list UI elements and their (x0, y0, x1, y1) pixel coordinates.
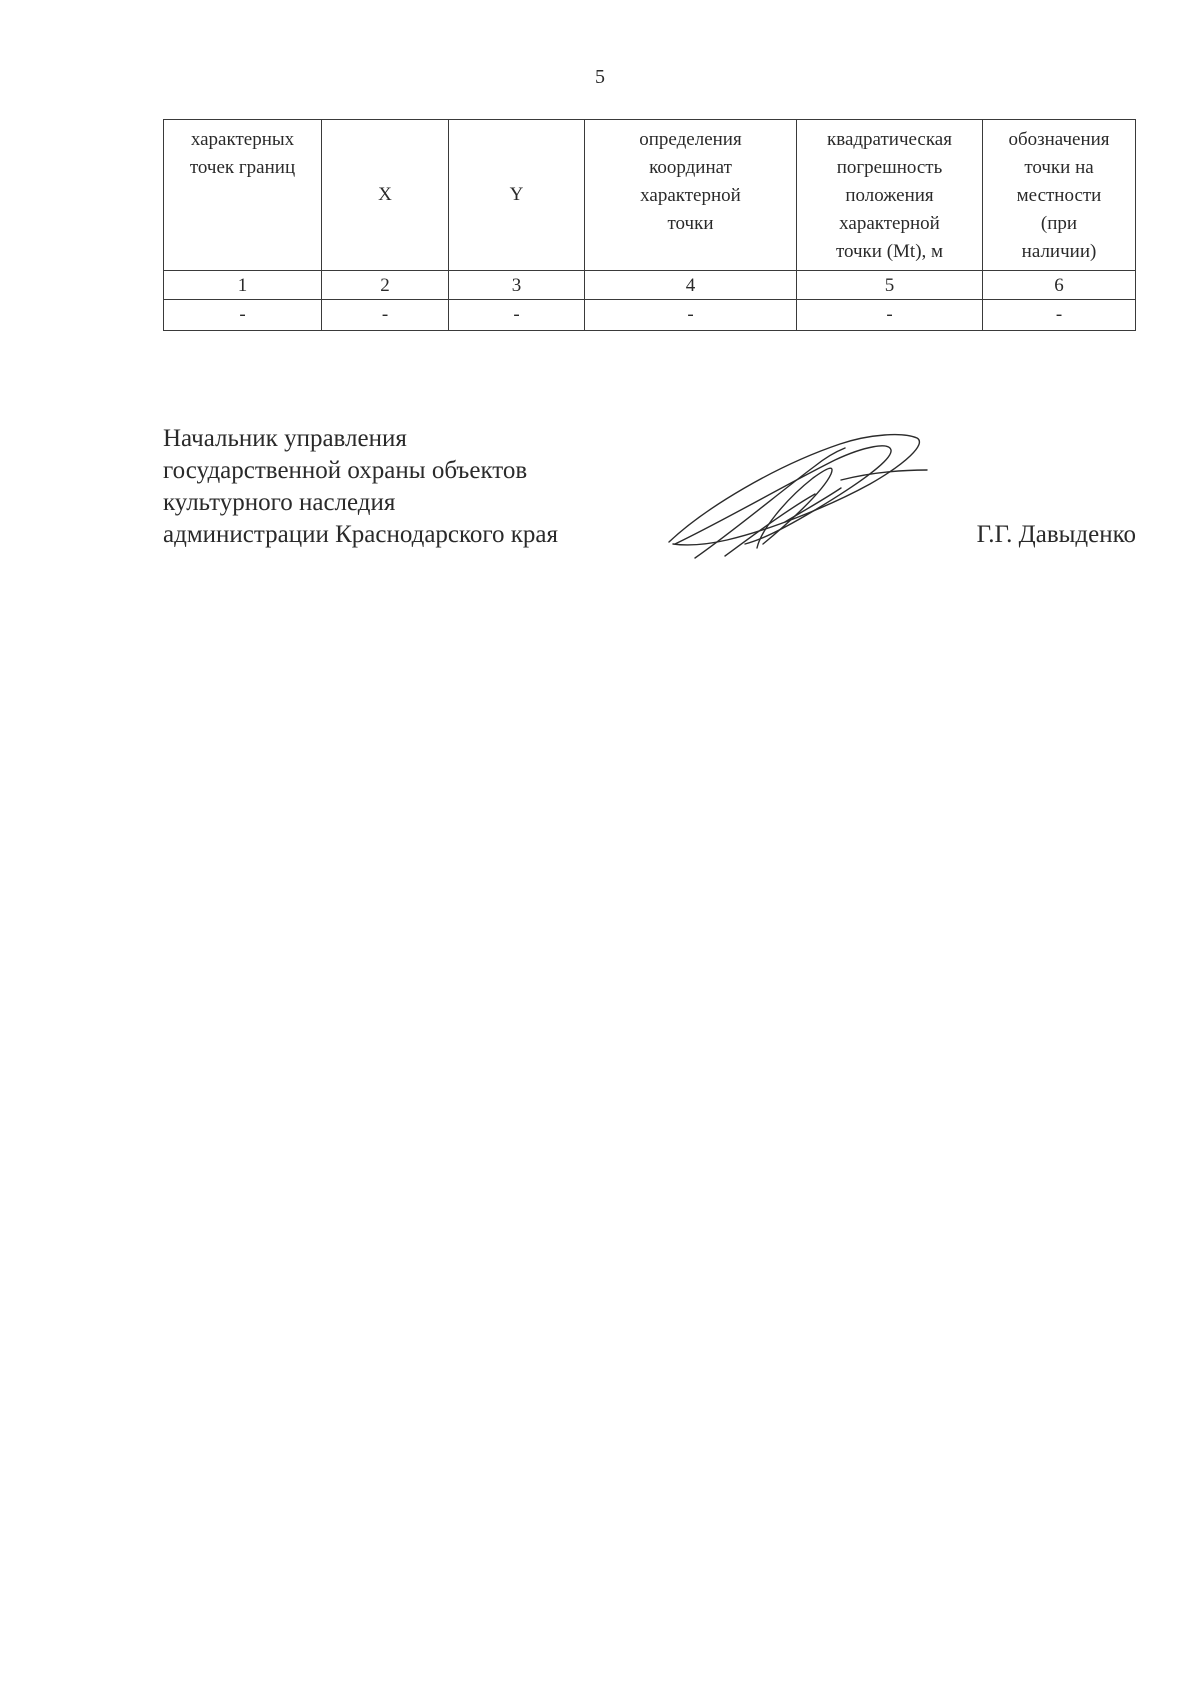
column-number-cell: 3 (449, 271, 585, 300)
signer-name: Г.Г. Давыденко (976, 521, 1136, 548)
signer-position-title: Начальник управления государственной охраны объектов культурного наследия администрации Краснодарского края (163, 425, 559, 548)
column-number-cell: 1 (164, 271, 322, 300)
column-number-cell: 2 (322, 271, 449, 300)
handwritten-signature (665, 430, 937, 568)
table-header-row (164, 120, 1136, 271)
header-cell: обозначения точки на местности (при наличии) (983, 120, 1136, 271)
table-cell: - (322, 300, 449, 331)
page-number: 5 (595, 66, 605, 88)
header-cell: определения координат характерной точки (585, 120, 797, 271)
table-cell: - (983, 300, 1136, 331)
header-cell: характерных точек границ (164, 120, 322, 271)
header-cell: X (322, 120, 449, 271)
table-cell: - (449, 300, 585, 331)
column-number-cell: 4 (585, 271, 797, 300)
coordinates-table (163, 119, 1136, 331)
column-number-cell: 5 (797, 271, 983, 300)
table-cell: - (797, 300, 983, 331)
column-number-cell: 6 (983, 271, 1136, 300)
column-number-row (164, 271, 1136, 300)
table-cell: - (585, 300, 797, 331)
table-row (164, 300, 1136, 331)
table-cell: - (164, 300, 322, 331)
header-cell: Y (449, 120, 585, 271)
header-cell: квадратическая погрешность положения характерной точки (Mt), м (797, 120, 983, 271)
